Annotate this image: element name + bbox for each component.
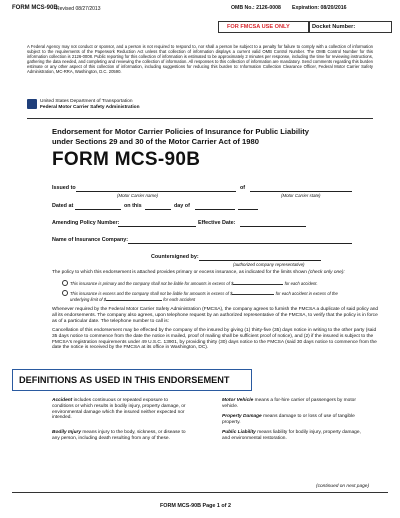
countersigned-label: Countersigned by: [151,254,199,260]
accident-term: Accident [52,398,73,403]
option-primary-text-a: This insurance is primary and the company shall not be liable for amounts in excess of $ [70,281,234,286]
option-primary-radio[interactable] [62,280,68,286]
day-field[interactable] [145,209,171,210]
property-text: means damage to or loss of use of tangible property. [222,414,355,425]
option-excess-line2 [70,296,195,302]
policy-text [52,270,382,276]
definition-bodily-injury [52,430,187,442]
option-excess-text-c: underlying limit of $ [70,297,107,302]
docket-number-label: Docket Number: [312,24,356,30]
option-excess-radio[interactable] [62,290,68,296]
definitions-heading-box [12,369,252,391]
omb-number: OMB No.: 2126-0008 [231,5,281,11]
dated-at-field[interactable] [75,209,121,210]
divider [27,118,373,119]
title-line1: Endorsement for Motor Carrier Policies of Insurance for Public Liability [52,127,309,136]
revised-date: Revised 08/27/2013 [56,5,101,12]
day-of-label: day of [174,203,190,209]
liability-term: Public Liability [222,430,256,435]
dated-at-label: Dated at [52,203,74,209]
year-field[interactable] [238,209,258,210]
insurance-company-label: Name of Insurance Company: [52,237,129,243]
of-label: of [240,185,246,191]
check-only-one: (check only one): [308,270,345,275]
carrier-name-field[interactable] [76,191,236,192]
footer-rule [12,492,388,493]
effective-date-field[interactable] [240,226,306,227]
agency-logo [27,99,37,109]
vehicle-text: means a for-hire carrier of passengers by motor vehicle. [222,398,356,409]
duplicate-paragraph: Whenever required by the Federal Motor Carrier Safety Administration (FMCSA), the company agrees to furnish the FMCSA a duplicate of said policy and all its endorsements. The company also agrees, upon telephone request by an authorized representative of the FMCSA, to verify that the policy is in force as of a particular date. The telephone number to call is: [52,307,379,324]
signature-field[interactable] [199,260,321,261]
authorized-hint: (authorized company representative) [233,262,305,267]
on-this-label: on this [124,203,142,209]
underlying-limit-amount[interactable] [106,296,162,301]
definition-accident [52,398,187,421]
month-field[interactable] [195,209,235,210]
liability-text: means liability for bodily injury, property damage, and environmental restoration. [222,430,361,441]
title-line2: under Sections 29 and 30 of the Motor Carrier Act of 1980 [52,137,259,146]
carrier-name-hint: (Motor Carrier name) [117,193,158,198]
option-primary [70,280,318,286]
docket-number-box[interactable] [308,21,392,33]
cancellation-paragraph: Cancellation of this endorsement may be effected by the company of the insured by giving (1) thirty-five (35) days notice in writing to the other party (said 35 days notice to commence from the date the notice is mailed, proof of mailing shall be sufficient proof of notice), and (2) if the insured is subject to the FMCSA's registration requirements under 49 U.S.C. 13901, by providing thirty (30) days notice to the FMCSA (said 30 days notice to commence from the date the notice is received by the FMCSA at its office in Washington, DC). [52,328,377,351]
page-footer: FORM MCS-90B Page 1 of 2 [160,503,231,509]
definition-public-liability [222,430,367,442]
carrier-state-field[interactable] [250,191,352,192]
option-excess-text-a: This insurance is excess and the company shall not be liable for amounts in excess of $ [70,291,233,296]
option-excess-amount[interactable] [232,290,274,295]
policy-number-field[interactable] [118,226,196,227]
fmcsa-use-only [218,21,310,33]
paperwork-notice: A Federal Agency may not conduct or sponsor, and a person is not required to respond to, nor shall a person be subject to a penalty for failure to comply with a collection of information subject to the requirements of the Paperwork Reduction Act unless that collection of information displays a current valid OMB Control Number. The OMB Control Number for this information collection is 2126-0008. Public reporting for this collection of information is estimated to be approximately 2 minutes per response, including the time for reviewing instructions, gathering the data needed, and completing and reviewing the collection of information. All responses to this collection of information are mandatory. Send comments regarding this burden estimate or any other aspect of this collection of information, including suggestions for reducing this burden to: Information Collection Clearance Officer, Federal Motor Carrier Safety Administration, MC-RRA, Washington, D.C. 20590. [27,44,373,75]
option-excess-text-b: for each accident in excess of the [275,291,338,296]
option-primary-amount[interactable] [233,280,283,285]
definition-motor-vehicle [222,398,367,410]
carrier-state-hint: (Motor Carrier state) [281,193,321,198]
definitions-heading: DEFINITIONS AS USED IN THIS ENDORSEMENT [19,374,230,385]
agency-line1: United States Department of Transportation [40,99,133,104]
effective-label: Effective Date: [198,220,236,226]
form-title: FORM MCS-90B [52,149,201,170]
continued-note: (continued on next page) [316,484,370,489]
accident-text: includes continuous or repeated exposure to conditions or which results in bodily injury, property damage, or environmental damage which the insured neither expected nor intended. [52,398,186,421]
form-code: FORM MCS-90B [12,5,58,11]
expiration-date: Expiration: 08/20/2016 [292,5,347,11]
fmcsa-use-only-label: FOR FMCSA USE ONLY [227,24,290,30]
option-excess-text-d: for each accident [163,297,196,302]
policy-text-main: The policy to which this endorsement is attached provides primary or excess insurance, as indicated for the limits shown [52,270,307,275]
vehicle-term: Motor Vehicle [222,398,254,403]
insurance-company-field[interactable] [128,243,352,244]
option-primary-text-b: for each accident. [284,281,318,286]
amending-label: Amending Policy Number: [52,220,120,226]
definition-property-damage [222,414,367,426]
issued-to-label: Issued to [52,185,76,191]
bodily-term: Bodily Injury [52,430,82,435]
property-term: Property Damage [222,414,262,419]
agency-line2: Federal Motor Carrier Safety Administration [40,105,140,110]
bodily-text: means injury to the body, sickness, or disease to any person, including death resulting from any of these. [52,430,186,441]
